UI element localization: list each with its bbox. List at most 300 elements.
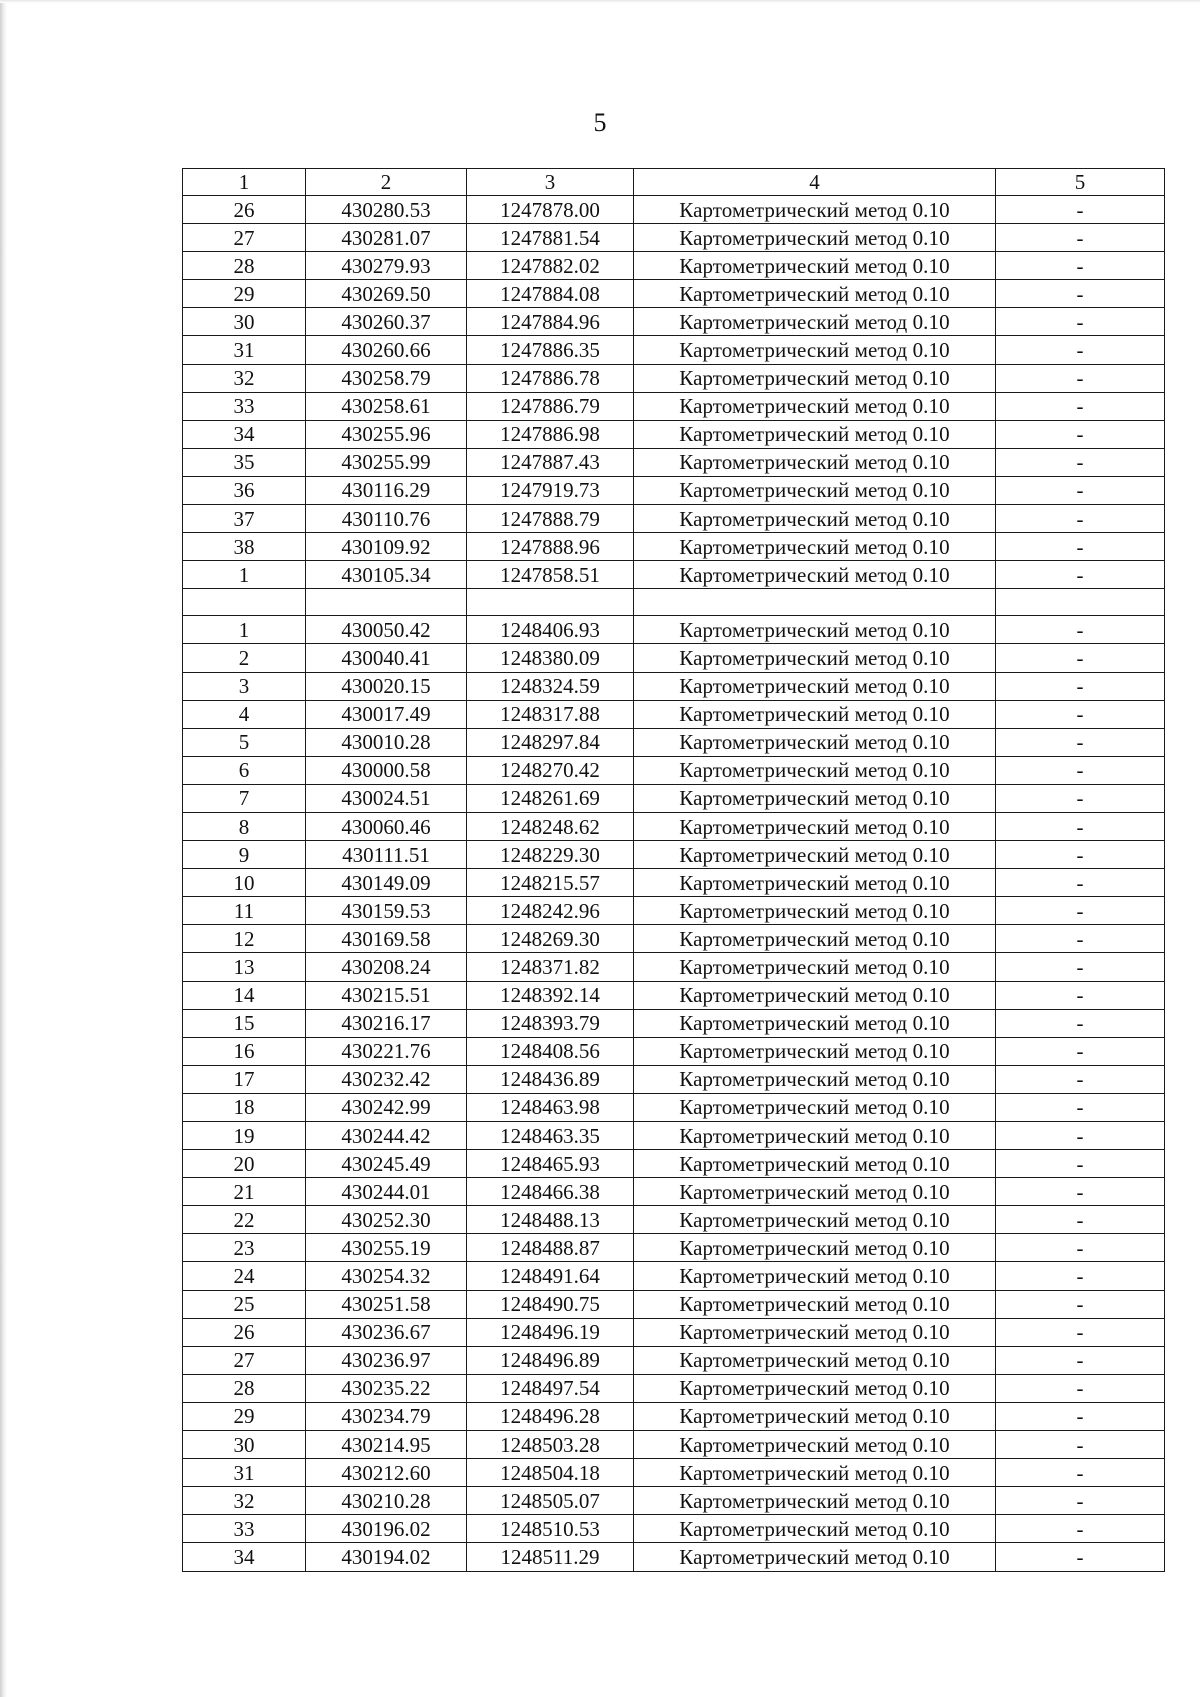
x-coordinate-cell: 430232.42 [306, 1065, 467, 1093]
point-number-cell: 17 [183, 1065, 306, 1093]
note-cell: - [996, 1402, 1165, 1430]
table-row [183, 1037, 1165, 1065]
method-cell: Картометрический метод 0.10 [634, 1431, 996, 1459]
table-row [183, 561, 1165, 589]
note-cell: - [996, 392, 1165, 420]
note-cell: - [996, 756, 1165, 784]
table-row [183, 1346, 1165, 1374]
x-coordinate-cell: 430196.02 [306, 1515, 467, 1543]
note-cell: - [996, 644, 1165, 672]
point-number-cell: 9 [183, 841, 306, 869]
method-cell: Картометрический метод 0.10 [634, 925, 996, 953]
point-number-cell: 2 [183, 644, 306, 672]
x-coordinate-cell: 430169.58 [306, 925, 467, 953]
point-number-cell: 28 [183, 1374, 306, 1402]
x-coordinate-cell: 430017.49 [306, 700, 467, 728]
y-coordinate-cell: 1248436.89 [467, 1065, 634, 1093]
y-coordinate-cell: 1248406.93 [467, 616, 634, 644]
method-cell: Картометрический метод 0.10 [634, 841, 996, 869]
y-coordinate-cell: 1248371.82 [467, 953, 634, 981]
note-cell: - [996, 1318, 1165, 1346]
method-cell: Картометрический метод 0.10 [634, 1234, 996, 1262]
point-number-cell: 4 [183, 700, 306, 728]
method-cell: Картометрический метод 0.10 [634, 616, 996, 644]
header-col-2: 2 [306, 169, 467, 196]
note-cell: - [996, 1150, 1165, 1178]
y-coordinate-cell: 1248504.18 [467, 1459, 634, 1487]
x-coordinate-cell: 430254.32 [306, 1262, 467, 1290]
table-row [183, 505, 1165, 533]
method-cell: Картометрический метод 0.10 [634, 533, 996, 561]
page-number: 5 [593, 108, 607, 137]
section-separator-row [183, 589, 1165, 616]
x-coordinate-cell: 430116.29 [306, 476, 467, 504]
y-coordinate-cell: 1247881.54 [467, 224, 634, 252]
x-coordinate-cell: 430221.76 [306, 1037, 467, 1065]
x-coordinate-cell: 430258.79 [306, 364, 467, 392]
note-cell: - [996, 1374, 1165, 1402]
x-coordinate-cell: 430260.37 [306, 308, 467, 336]
method-cell: Картометрический метод 0.10 [634, 1093, 996, 1121]
table-row [183, 869, 1165, 897]
table-row [183, 1065, 1165, 1093]
table-row [183, 252, 1165, 280]
point-number-cell: 14 [183, 981, 306, 1009]
table-row [183, 1318, 1165, 1346]
empty-cell [634, 589, 996, 616]
y-coordinate-cell: 1248463.35 [467, 1122, 634, 1150]
table-row [183, 1487, 1165, 1515]
table-row [183, 196, 1165, 224]
x-coordinate-cell: 430214.95 [306, 1431, 467, 1459]
x-coordinate-cell: 430210.28 [306, 1487, 467, 1515]
method-cell: Картометрический метод 0.10 [634, 1037, 996, 1065]
note-cell: - [996, 533, 1165, 561]
method-cell: Картометрический метод 0.10 [634, 1402, 996, 1430]
x-coordinate-cell: 430236.67 [306, 1318, 467, 1346]
note-cell: - [996, 925, 1165, 953]
table-row [183, 644, 1165, 672]
point-number-cell: 20 [183, 1150, 306, 1178]
table-row [183, 1009, 1165, 1037]
table-row [183, 448, 1165, 476]
method-cell: Картометрический метод 0.10 [634, 1206, 996, 1234]
method-cell: Картометрический метод 0.10 [634, 953, 996, 981]
point-number-cell: 30 [183, 308, 306, 336]
table-row [183, 1262, 1165, 1290]
table-row [183, 953, 1165, 981]
empty-cell [467, 589, 634, 616]
point-number-cell: 29 [183, 1402, 306, 1430]
y-coordinate-cell: 1248511.29 [467, 1543, 634, 1571]
note-cell: - [996, 953, 1165, 981]
y-coordinate-cell: 1248463.98 [467, 1093, 634, 1121]
y-coordinate-cell: 1247884.96 [467, 308, 634, 336]
method-cell: Картометрический метод 0.10 [634, 784, 996, 812]
method-cell: Картометрический метод 0.10 [634, 1346, 996, 1374]
point-number-cell: 23 [183, 1234, 306, 1262]
note-cell: - [996, 784, 1165, 812]
y-coordinate-cell: 1248269.30 [467, 925, 634, 953]
y-coordinate-cell: 1247888.96 [467, 533, 634, 561]
y-coordinate-cell: 1247888.79 [467, 505, 634, 533]
method-cell: Картометрический метод 0.10 [634, 1543, 996, 1571]
point-number-cell: 18 [183, 1093, 306, 1121]
note-cell: - [996, 700, 1165, 728]
table-row [183, 280, 1165, 308]
method-cell: Картометрический метод 0.10 [634, 644, 996, 672]
note-cell: - [996, 672, 1165, 700]
scan-edge-shadow [0, 0, 7, 1697]
y-coordinate-cell: 1248270.42 [467, 756, 634, 784]
method-cell: Картометрический метод 0.10 [634, 364, 996, 392]
y-coordinate-cell: 1247886.78 [467, 364, 634, 392]
table-row [183, 1402, 1165, 1430]
note-cell: - [996, 308, 1165, 336]
method-cell: Картометрический метод 0.10 [634, 1065, 996, 1093]
y-coordinate-cell: 1248488.87 [467, 1234, 634, 1262]
note-cell: - [996, 897, 1165, 925]
x-coordinate-cell: 430245.49 [306, 1150, 467, 1178]
point-number-cell: 28 [183, 252, 306, 280]
note-cell: - [996, 505, 1165, 533]
y-coordinate-cell: 1247886.79 [467, 392, 634, 420]
note-cell: - [996, 1431, 1165, 1459]
x-coordinate-cell: 430159.53 [306, 897, 467, 925]
y-coordinate-cell: 1247919.73 [467, 476, 634, 504]
table-row [183, 841, 1165, 869]
y-coordinate-cell: 1248261.69 [467, 784, 634, 812]
point-number-cell: 30 [183, 1431, 306, 1459]
x-coordinate-cell: 430000.58 [306, 756, 467, 784]
note-cell: - [996, 1459, 1165, 1487]
point-number-cell: 7 [183, 784, 306, 812]
method-cell: Картометрический метод 0.10 [634, 1459, 996, 1487]
y-coordinate-cell: 1248497.54 [467, 1374, 634, 1402]
point-number-cell: 24 [183, 1262, 306, 1290]
table-row [183, 308, 1165, 336]
note-cell: - [996, 1093, 1165, 1121]
y-coordinate-cell: 1248380.09 [467, 644, 634, 672]
table-row [183, 812, 1165, 840]
y-coordinate-cell: 1247858.51 [467, 561, 634, 589]
table-row [183, 533, 1165, 561]
point-number-cell: 1 [183, 616, 306, 644]
method-cell: Картометрический метод 0.10 [634, 1178, 996, 1206]
method-cell: Картометрический метод 0.10 [634, 1374, 996, 1402]
y-coordinate-cell: 1247882.02 [467, 252, 634, 280]
header-col-4: 4 [634, 169, 996, 196]
x-coordinate-cell: 430109.92 [306, 533, 467, 561]
method-cell: Картометрический метод 0.10 [634, 812, 996, 840]
table-row [183, 756, 1165, 784]
note-cell: - [996, 728, 1165, 756]
x-coordinate-cell: 430216.17 [306, 1009, 467, 1037]
method-cell: Картометрический метод 0.10 [634, 561, 996, 589]
point-number-cell: 38 [183, 533, 306, 561]
point-number-cell: 11 [183, 897, 306, 925]
table-row [183, 1178, 1165, 1206]
x-coordinate-cell: 430235.22 [306, 1374, 467, 1402]
table-row [183, 1543, 1165, 1571]
point-number-cell: 1 [183, 561, 306, 589]
point-number-cell: 27 [183, 1346, 306, 1374]
x-coordinate-cell: 430269.50 [306, 280, 467, 308]
scan-top-shadow [0, 0, 1200, 3]
method-cell: Картометрический метод 0.10 [634, 308, 996, 336]
x-coordinate-cell: 430280.53 [306, 196, 467, 224]
note-cell: - [996, 1009, 1165, 1037]
x-coordinate-cell: 430258.61 [306, 392, 467, 420]
table-row [183, 616, 1165, 644]
table-row [183, 476, 1165, 504]
table-row [183, 392, 1165, 420]
empty-cell [996, 589, 1165, 616]
empty-cell [183, 589, 306, 616]
note-cell: - [996, 196, 1165, 224]
y-coordinate-cell: 1247884.08 [467, 280, 634, 308]
note-cell: - [996, 812, 1165, 840]
table-row [183, 981, 1165, 1009]
method-cell: Картометрический метод 0.10 [634, 981, 996, 1009]
point-number-cell: 25 [183, 1290, 306, 1318]
header-col-5: 5 [996, 169, 1165, 196]
x-coordinate-cell: 430105.34 [306, 561, 467, 589]
point-number-cell: 8 [183, 812, 306, 840]
note-cell: - [996, 1037, 1165, 1065]
point-number-cell: 36 [183, 476, 306, 504]
y-coordinate-cell: 1248488.13 [467, 1206, 634, 1234]
y-coordinate-cell: 1248317.88 [467, 700, 634, 728]
method-cell: Картометрический метод 0.10 [634, 1009, 996, 1037]
method-cell: Картометрический метод 0.10 [634, 897, 996, 925]
point-number-cell: 10 [183, 869, 306, 897]
method-cell: Картометрический метод 0.10 [634, 1290, 996, 1318]
header-col-3: 3 [467, 169, 634, 196]
y-coordinate-cell: 1248490.75 [467, 1290, 634, 1318]
note-cell: - [996, 561, 1165, 589]
x-coordinate-cell: 430020.15 [306, 672, 467, 700]
y-coordinate-cell: 1247886.98 [467, 420, 634, 448]
x-coordinate-cell: 430244.01 [306, 1178, 467, 1206]
x-coordinate-cell: 430236.97 [306, 1346, 467, 1374]
point-number-cell: 35 [183, 448, 306, 476]
note-cell: - [996, 841, 1165, 869]
method-cell: Картометрический метод 0.10 [634, 1262, 996, 1290]
table-row [183, 364, 1165, 392]
note-cell: - [996, 1122, 1165, 1150]
table-row [183, 1206, 1165, 1234]
coordinates-table [182, 168, 1165, 1572]
point-number-cell: 32 [183, 364, 306, 392]
x-coordinate-cell: 430060.46 [306, 812, 467, 840]
point-number-cell: 13 [183, 953, 306, 981]
table-row [183, 1150, 1165, 1178]
x-coordinate-cell: 430234.79 [306, 1402, 467, 1430]
note-cell: - [996, 1234, 1165, 1262]
y-coordinate-cell: 1247886.35 [467, 336, 634, 364]
header-row [183, 169, 1165, 196]
method-cell: Картометрический метод 0.10 [634, 756, 996, 784]
note-cell: - [996, 280, 1165, 308]
point-number-cell: 27 [183, 224, 306, 252]
x-coordinate-cell: 430110.76 [306, 505, 467, 533]
y-coordinate-cell: 1248229.30 [467, 841, 634, 869]
table-row [183, 224, 1165, 252]
point-number-cell: 26 [183, 196, 306, 224]
note-cell: - [996, 1178, 1165, 1206]
method-cell: Картометрический метод 0.10 [634, 196, 996, 224]
table-row [183, 1290, 1165, 1318]
x-coordinate-cell: 430281.07 [306, 224, 467, 252]
table-row [183, 1093, 1165, 1121]
note-cell: - [996, 1290, 1165, 1318]
x-coordinate-cell: 430242.99 [306, 1093, 467, 1121]
method-cell: Картометрический метод 0.10 [634, 728, 996, 756]
table-row [183, 897, 1165, 925]
x-coordinate-cell: 430010.28 [306, 728, 467, 756]
y-coordinate-cell: 1248215.57 [467, 869, 634, 897]
x-coordinate-cell: 430111.51 [306, 841, 467, 869]
point-number-cell: 5 [183, 728, 306, 756]
method-cell: Картометрический метод 0.10 [634, 252, 996, 280]
y-coordinate-cell: 1248466.38 [467, 1178, 634, 1206]
y-coordinate-cell: 1248248.62 [467, 812, 634, 840]
y-coordinate-cell: 1248242.96 [467, 897, 634, 925]
point-number-cell: 26 [183, 1318, 306, 1346]
note-cell: - [996, 869, 1165, 897]
note-cell: - [996, 1543, 1165, 1571]
y-coordinate-cell: 1248408.56 [467, 1037, 634, 1065]
y-coordinate-cell: 1248324.59 [467, 672, 634, 700]
y-coordinate-cell: 1248392.14 [467, 981, 634, 1009]
note-cell: - [996, 252, 1165, 280]
note-cell: - [996, 1346, 1165, 1374]
y-coordinate-cell: 1248491.64 [467, 1262, 634, 1290]
table-row [183, 672, 1165, 700]
note-cell: - [996, 616, 1165, 644]
table-row [183, 925, 1165, 953]
method-cell: Картометрический метод 0.10 [634, 505, 996, 533]
x-coordinate-cell: 430040.41 [306, 644, 467, 672]
method-cell: Картометрический метод 0.10 [634, 336, 996, 364]
x-coordinate-cell: 430279.93 [306, 252, 467, 280]
method-cell: Картометрический метод 0.10 [634, 1487, 996, 1515]
point-number-cell: 16 [183, 1037, 306, 1065]
y-coordinate-cell: 1248503.28 [467, 1431, 634, 1459]
point-number-cell: 19 [183, 1122, 306, 1150]
note-cell: - [996, 1487, 1165, 1515]
note-cell: - [996, 336, 1165, 364]
table-header [183, 169, 1165, 196]
method-cell: Картометрический метод 0.10 [634, 1318, 996, 1346]
table-row [183, 1431, 1165, 1459]
note-cell: - [996, 476, 1165, 504]
note-cell: - [996, 1206, 1165, 1234]
y-coordinate-cell: 1248496.28 [467, 1402, 634, 1430]
point-number-cell: 31 [183, 1459, 306, 1487]
method-cell: Картометрический метод 0.10 [634, 869, 996, 897]
method-cell: Картометрический метод 0.10 [634, 420, 996, 448]
point-number-cell: 33 [183, 1515, 306, 1543]
note-cell: - [996, 448, 1165, 476]
x-coordinate-cell: 430255.96 [306, 420, 467, 448]
note-cell: - [996, 1262, 1165, 1290]
note-cell: - [996, 224, 1165, 252]
empty-cell [306, 589, 467, 616]
x-coordinate-cell: 430208.24 [306, 953, 467, 981]
x-coordinate-cell: 430252.30 [306, 1206, 467, 1234]
table-row [183, 1515, 1165, 1543]
y-coordinate-cell: 1248505.07 [467, 1487, 634, 1515]
method-cell: Картометрический метод 0.10 [634, 1515, 996, 1543]
x-coordinate-cell: 430215.51 [306, 981, 467, 1009]
method-cell: Картометрический метод 0.10 [634, 280, 996, 308]
table-row [183, 1374, 1165, 1402]
point-number-cell: 22 [183, 1206, 306, 1234]
note-cell: - [996, 364, 1165, 392]
point-number-cell: 31 [183, 336, 306, 364]
table-row [183, 1234, 1165, 1262]
point-number-cell: 3 [183, 672, 306, 700]
y-coordinate-cell: 1247878.00 [467, 196, 634, 224]
method-cell: Картометрический метод 0.10 [634, 476, 996, 504]
y-coordinate-cell: 1247887.43 [467, 448, 634, 476]
point-number-cell: 6 [183, 756, 306, 784]
note-cell: - [996, 1065, 1165, 1093]
x-coordinate-cell: 430024.51 [306, 784, 467, 812]
point-number-cell: 21 [183, 1178, 306, 1206]
x-coordinate-cell: 430251.58 [306, 1290, 467, 1318]
y-coordinate-cell: 1248297.84 [467, 728, 634, 756]
x-coordinate-cell: 430260.66 [306, 336, 467, 364]
table-row [183, 700, 1165, 728]
x-coordinate-cell: 430212.60 [306, 1459, 467, 1487]
point-number-cell: 32 [183, 1487, 306, 1515]
x-coordinate-cell: 430255.99 [306, 448, 467, 476]
x-coordinate-cell: 430244.42 [306, 1122, 467, 1150]
method-cell: Картометрический метод 0.10 [634, 672, 996, 700]
table-row [183, 1122, 1165, 1150]
point-number-cell: 34 [183, 420, 306, 448]
method-cell: Картометрический метод 0.10 [634, 1150, 996, 1178]
method-cell: Картометрический метод 0.10 [634, 224, 996, 252]
method-cell: Картометрический метод 0.10 [634, 700, 996, 728]
point-number-cell: 34 [183, 1543, 306, 1571]
y-coordinate-cell: 1248496.89 [467, 1346, 634, 1374]
point-number-cell: 15 [183, 1009, 306, 1037]
header-col-1: 1 [183, 169, 306, 196]
point-number-cell: 37 [183, 505, 306, 533]
method-cell: Картометрический метод 0.10 [634, 448, 996, 476]
point-number-cell: 29 [183, 280, 306, 308]
y-coordinate-cell: 1248510.53 [467, 1515, 634, 1543]
note-cell: - [996, 1515, 1165, 1543]
x-coordinate-cell: 430255.19 [306, 1234, 467, 1262]
y-coordinate-cell: 1248496.19 [467, 1318, 634, 1346]
y-coordinate-cell: 1248465.93 [467, 1150, 634, 1178]
note-cell: - [996, 420, 1165, 448]
point-number-cell: 33 [183, 392, 306, 420]
table-row [183, 1459, 1165, 1487]
x-coordinate-cell: 430050.42 [306, 616, 467, 644]
table-row [183, 420, 1165, 448]
table-body [183, 196, 1165, 1572]
x-coordinate-cell: 430194.02 [306, 1543, 467, 1571]
table-row [183, 784, 1165, 812]
table-row [183, 336, 1165, 364]
method-cell: Картометрический метод 0.10 [634, 392, 996, 420]
